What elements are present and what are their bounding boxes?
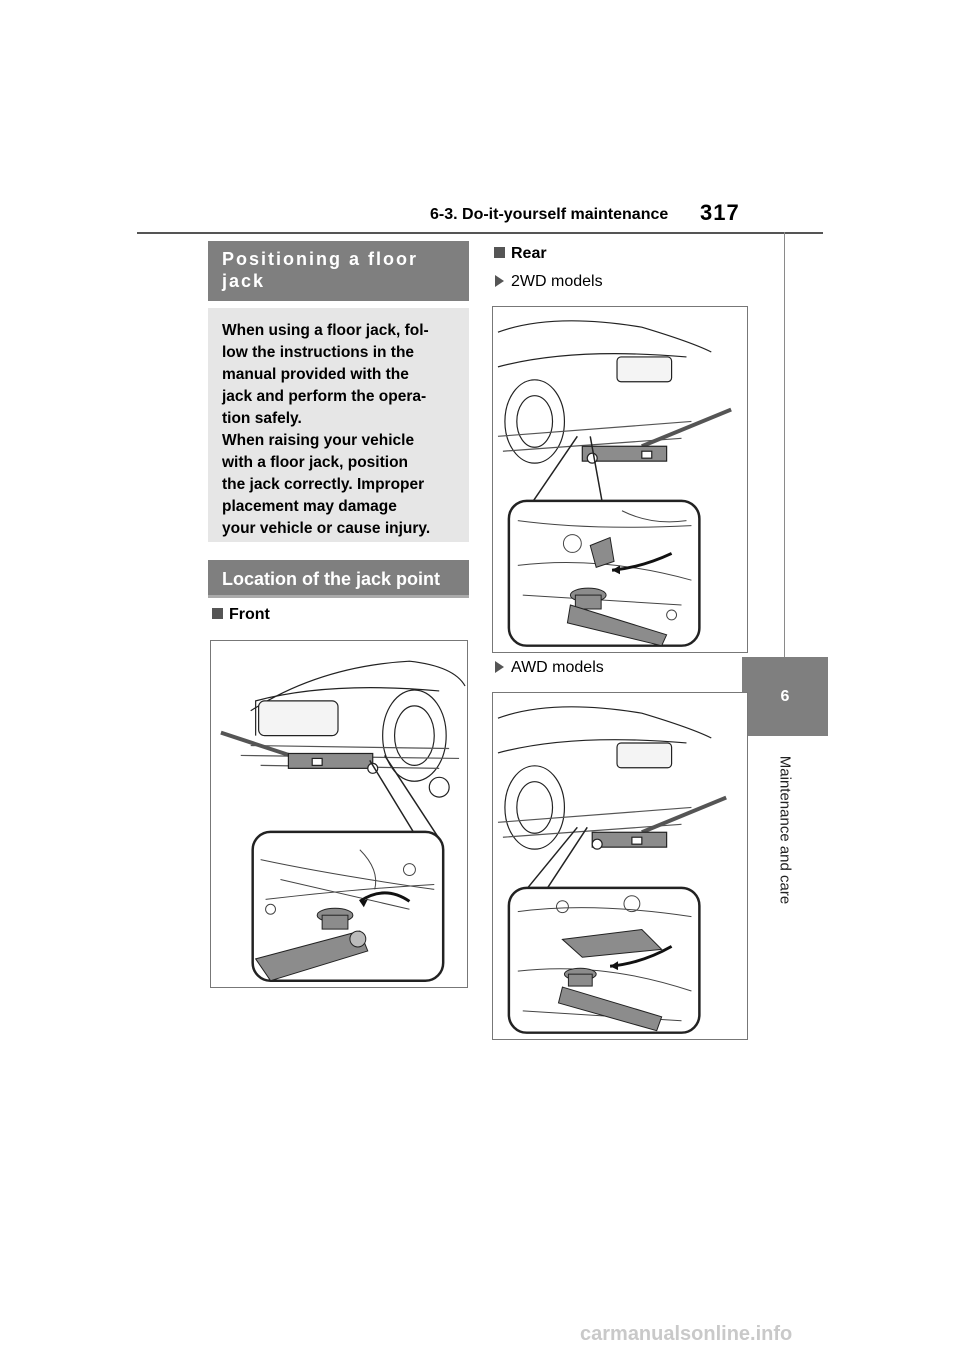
watermark[interactable]: carmanualsonline.info bbox=[580, 1323, 793, 1345]
rear-2wd-jack-figure bbox=[492, 306, 748, 653]
info-line: tion safely. bbox=[222, 410, 302, 427]
square-bullet-icon bbox=[494, 247, 505, 258]
square-bullet-icon bbox=[212, 608, 223, 619]
rear-label-text: Rear bbox=[511, 245, 547, 262]
info-line: your vehicle or cause injury. bbox=[222, 520, 431, 537]
rear-awd-label-text: AWD models bbox=[511, 659, 604, 676]
page-number: 317 bbox=[700, 200, 740, 225]
header-section-title: 6-3. Do-it-yourself maintenance bbox=[430, 206, 669, 223]
info-line: jack and perform the opera- bbox=[222, 388, 427, 405]
chapter-label: Maintenance and care bbox=[776, 755, 794, 905]
triangle-bullet-icon bbox=[495, 661, 504, 673]
rear-section-label bbox=[494, 245, 547, 263]
info-line: low the instructions in the bbox=[222, 344, 415, 361]
chapter-tab[interactable]: 6 bbox=[742, 657, 828, 736]
location-heading: Location of the jack point bbox=[208, 560, 469, 598]
rear-2wd-label bbox=[495, 273, 603, 291]
info-line: When raising your vehicle bbox=[222, 432, 415, 449]
info-line: manual provided with the bbox=[222, 366, 409, 383]
rear-awd-jack-illustration bbox=[493, 693, 747, 1039]
rear-awd-jack-figure bbox=[492, 692, 748, 1040]
info-line: placement may damage bbox=[222, 498, 397, 515]
rear-2wd-label-text: 2WD models bbox=[511, 273, 603, 290]
info-line: with a floor jack, position bbox=[222, 454, 409, 471]
side-tab-divider bbox=[784, 232, 785, 657]
positioning-heading: Positioning a floor jack bbox=[208, 241, 469, 301]
rear-2wd-jack-illustration bbox=[493, 307, 747, 652]
info-line: When using a floor jack, fol- bbox=[222, 322, 429, 339]
front-label-text: Front bbox=[229, 606, 270, 623]
front-section-label bbox=[212, 606, 270, 624]
header-divider bbox=[137, 232, 823, 234]
positioning-info-box bbox=[208, 308, 469, 542]
info-line: the jack correctly. Improper bbox=[222, 476, 425, 493]
triangle-bullet-icon bbox=[495, 275, 504, 287]
front-jack-illustration bbox=[211, 641, 467, 987]
front-jack-figure bbox=[210, 640, 468, 988]
rear-awd-label bbox=[495, 659, 604, 677]
